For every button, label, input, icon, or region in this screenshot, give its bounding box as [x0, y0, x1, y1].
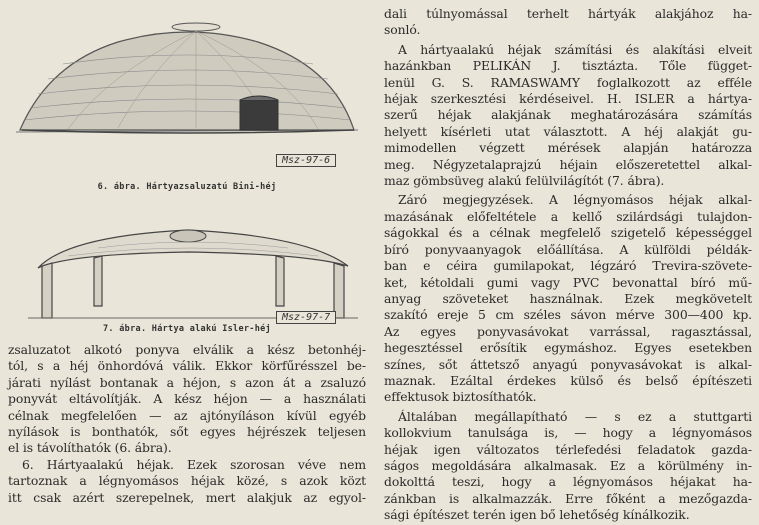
text-line: el is távolíthatók (6. ábra). [8, 440, 172, 456]
figure-6-caption: 6. ábra. Hártyazsaluzatú Bini-héj [97, 182, 277, 192]
text-line: itt csak azért szerepelnek, mert alakjuk az egyol- [8, 489, 366, 505]
left-column [8, 0, 366, 525]
text-line: Általában megállapítható — s ez a stuttgarti [398, 408, 752, 424]
text-line: bíró ponyvaanyagok előállítása. A külföldi példák- [384, 241, 752, 257]
text-line: ket, kétoldali gumi vagy PVC bevonattal bíró mű- [384, 274, 752, 290]
text-line: Az egyes ponyvasávokat varrással, ragasztással, [384, 323, 752, 339]
text-line: sonló. [384, 22, 421, 38]
bini-shell-illustration [8, 4, 366, 169]
text-line: dali túlnyomással terhelt hártyák alakjához ha- [384, 6, 752, 21]
text-line: ponyvát eltávolítják. A kész héjon — a használati [8, 391, 366, 407]
right-paragraph-3 [384, 192, 752, 405]
text-line: dokolttá teszi, hogy a légnyomásos héjakat ha- [384, 474, 752, 490]
text-line: lenül G. S. RAMASWAMY foglalkozott az efféle [384, 74, 752, 90]
text-line: zánkban is alkalmazzák. Erre főként a mezőgazda- [384, 490, 752, 506]
left-body-text [8, 342, 366, 506]
text-line: ságos megoldására alkalmasak. Ez a körülmény in- [384, 457, 752, 473]
figure-7 [8, 206, 366, 364]
text-line: hazánkban PELIKÁN J. tisztázta. Tőle függet- [384, 58, 752, 74]
text-line: hegesztéssel erősítik egymáshoz. Egyes esetekben [384, 340, 752, 356]
figure-7-code: Msz-97-7 [276, 311, 336, 324]
text-line: színes, sőt áttetsző anyagú ponyvasávokat is alkal- [384, 356, 752, 372]
figure-7-caption: 7. ábra. Hártya alakú Isler-héj [103, 324, 271, 334]
text-line: anyag szöveteket használnak. Ezek megkövetelt [384, 290, 752, 306]
text-line: A hártyaalakú héjak számítási és alakítási elveit [398, 41, 752, 57]
text-line: maznak. Ezáltal érdekes külső és belső építészeti [384, 372, 752, 388]
figure-6-code: Msz-97-6 [276, 154, 336, 167]
right-column [384, 0, 752, 525]
text-line: célnak megfelelően — az ajtónyíláson kívül egyéb [8, 407, 366, 423]
text-line: mimodellen végzett mérések alapján határozza [384, 140, 752, 156]
left-paragraph-1 [8, 342, 366, 457]
text-line: ban e céira gumilapokat, légzáró Trevira-szövete- [384, 258, 752, 274]
text-line: zsaluzatot alkotó ponyva elválik a kész betonhéj- [8, 342, 366, 357]
left-paragraph-2 [8, 457, 366, 506]
right-paragraph-2 [384, 42, 752, 190]
text-line: nyílások is bonthatók, sőt egyes héjrészek teljesen [8, 424, 366, 440]
figure-6 [8, 4, 366, 169]
text-line: 6. Hártyaalakú héjak. Ezek szorosan véve nem [22, 456, 366, 472]
text-line: kollokvium tanulsága is, — hogy a légnyomásos [384, 425, 752, 441]
text-line: héjak szerkesztési kérdéseivel. H. ISLER a hártya- [384, 91, 752, 107]
text-line: meg. Négyzetalaprajzú héjain előszeretettel alkal- [384, 156, 752, 172]
text-line: mazásának előfeltétele a kellő szilárdsági tulajdon- [384, 208, 752, 224]
text-line: sági építészet terén igen bő lehetőség kínálkozik. [384, 507, 690, 523]
text-line: Záró megjegyzések. A légnyomásos héjak alkal- [398, 192, 752, 208]
right-paragraph-4 [384, 409, 752, 524]
text-line: ságokkal és a célnak megfelelő szigetelő képességgel [384, 225, 752, 241]
text-line: effektusok biztosíthatók. [384, 389, 537, 405]
text-line: tartoznak a légnyomásos héjak közé, s azok közt [8, 473, 366, 489]
text-line: szakító ereje 5 cm széles sávon mérve 300—400 kp. [384, 307, 752, 323]
text-line: maz gömbsüveg alakú felülvilágítót (7. ábra). [384, 173, 665, 189]
text-line: héjak igen változatos térlefedési feladatok gazda- [384, 441, 752, 457]
text-line: szerű héjak alakjának meghatározására számítás [384, 107, 752, 123]
text-line: járati nyílást bontanak a héjon, s azon át a zsaluzó [8, 374, 366, 390]
right-paragraph-1 [384, 6, 752, 39]
text-line: helyett kísérleti utat választott. A héj alakját gu- [384, 123, 752, 139]
text-line: tól, s a héj önhordóvá válik. Ekkor körfűrésszel be- [8, 358, 366, 374]
